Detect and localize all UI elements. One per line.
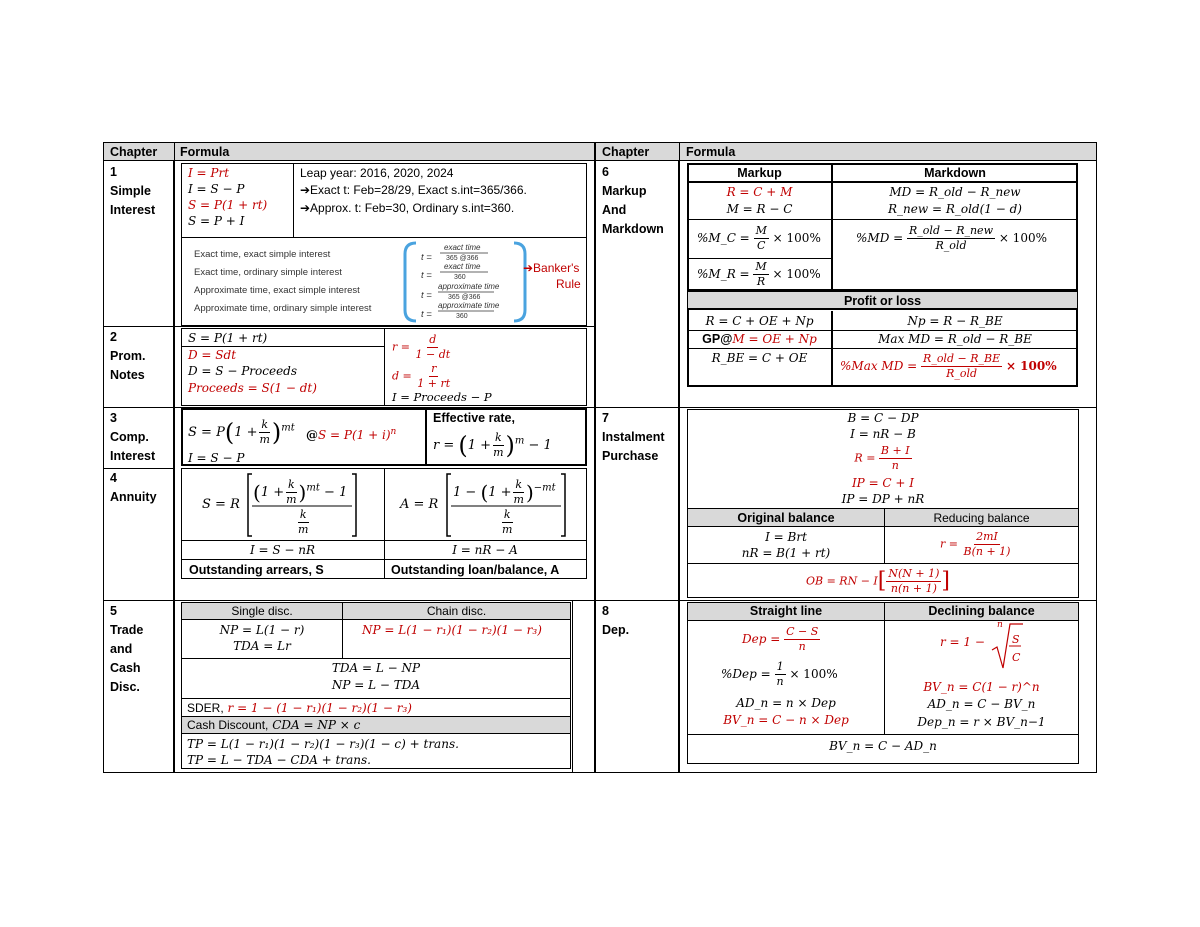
annuity-s-one: 1 + [260,485,285,500]
annuity-i-s: I = S − nR [249,543,316,557]
annuity-a-head: 1 − [453,485,477,500]
right-bracket [514,243,525,321]
notes-f2: D = Sdt [188,348,237,362]
prom-hsplit [181,346,384,347]
bankers-label: ➔Banker's [523,261,580,275]
comp-alt-exp: n [390,427,397,437]
notes-f3: D = S − Proceeds [188,364,298,378]
trade-np2: NP = L − TDA [331,678,421,692]
dep-pd-tail: × 100% [789,667,838,681]
t-den-3: 365 @366 [448,294,481,301]
header-formula-label-right: Formula [686,145,736,159]
comp-split [425,408,427,466]
profit-h2 [687,348,1078,349]
instal-r2 [940,530,1012,559]
grid-mid [594,142,596,773]
annuity-a-den-k: k [503,508,511,521]
trade-cash-formula: CDA = NP × c [272,718,361,732]
annuity-i-a: I = nR − A [452,543,518,557]
row-sep-1 [103,326,595,327]
markup-pmc-num: M [755,224,767,237]
dep-r-lhs: r = 1 − [940,635,985,649]
annuity-s-den-k: k [299,508,307,521]
grid-bottom [103,772,1097,773]
trade-np-chain: NP = L(1 − r₁)(1 − r₂)(1 − r₃) [362,623,542,637]
instal-r2-lhs: r = [940,537,958,551]
t-num-3: approximate time [438,282,500,291]
header-formula-label: Formula [180,145,230,159]
chain-disc-label: Chain disc. [426,604,487,618]
comp-eff-label: Effective rate, [433,411,515,425]
annuity-s-k: k [287,478,295,491]
chapter-5: 5 Trade and Cash Disc. [110,604,144,694]
dep-bvfinal: BV_n = C − AD_n [829,739,937,753]
instal-ob-num: N(N + 1) [888,567,940,580]
instal-i: I = nR − B [850,427,916,441]
comp-alt-formula: S = P(1 + i) [318,428,391,442]
simple-f3: S = P(1 + rt) [188,198,268,212]
chapter-3: 3 Comp. Interest [110,411,156,463]
comp-s-eq: S = P(1 + $\frac{k}{m}$ )$^{mt}$ [188,418,295,447]
markdown-pmd [856,224,1047,253]
markdown-md: MD = R_old − R_new [889,185,1021,199]
bankers-rule: Rule [556,277,581,291]
markup-pmr-den: R [756,275,766,288]
markup-pmc-den: C [757,239,766,252]
dep-root-sign [990,620,1024,672]
header-chapter-label-right: Chapter [602,145,650,159]
notes-d-den: 1 + rt [417,377,451,390]
header-formula-left [174,142,595,161]
trade-tp2: TP = L − TDA − CDA + trans. [187,753,371,767]
markup-head: Markup [737,166,782,180]
comp-at: @ [306,428,318,442]
row-sep-r1 [595,407,1097,408]
markdown-pmd-tail: × 100% [998,231,1047,245]
notes-r-eq [392,333,452,362]
notes-d-eq [392,362,452,391]
trade-cash-label: Cash Discount, [187,718,269,732]
dep-num: C − S [786,625,819,638]
t-num-1: exact time [444,243,481,252]
declining-label: Declining balance [928,604,1035,618]
annuity-a-one: 1 + [488,485,512,500]
instal-ob-den: n(n + 1) [890,582,937,595]
instal-ob: OB = RN − I[ $\frac{N(N + 1)}{n(n + 1)}$ ] [806,567,951,595]
dep-h [687,734,1079,735]
annuity-a-k: k [515,478,523,491]
chapter-2: 2 Prom. Notes [110,330,146,382]
instal-r-num: B + I [880,444,910,457]
annuity-s-lhs: S = R [202,497,240,512]
approx-time-note: ➔Approx. t: Feb=30, Ordinary s.int=360. [300,201,515,215]
annuity-s-exp: mt [306,482,320,494]
annuity-s-den-m: m [298,523,309,536]
comp-s-lhs: S = P [188,425,225,440]
dep-den: n [798,640,806,653]
trade-np1: NP = L(1 − r) [219,623,305,637]
markup-pmc-tail: × 100% [772,231,821,245]
trade-sder-label: SDER, [187,701,224,715]
annuity-a-top: 1 − (1 + $\frac{k}{m}$ )$^{-mt}$ [453,478,556,506]
grid-left [103,142,104,773]
profit-pmax-lhs: %Max MD = [840,359,918,373]
dep-r [940,636,985,648]
dep-lhs: Dep = [742,632,781,646]
annuity-a-den [500,508,514,537]
instal-ip2: IP = DP + nR [841,492,925,506]
prom-split [384,328,385,406]
instal-r-den: n [891,459,899,472]
trade-tda2: TDA = L − NP [331,661,421,675]
dep-r-den: C [1012,651,1021,664]
notes-d-num: r [431,362,437,375]
markup-pmr [697,260,821,289]
markup-pmc [697,224,821,253]
profit-h1 [687,330,1078,331]
comp-r-eq: r = (1 + $\frac{k}{m}$ )$^m$ − 1 [433,431,552,460]
annuity-split [384,468,385,579]
markup-m: M = R − C [726,202,793,216]
annuity-s-den [296,508,310,537]
annuity-out-a: Outstanding loan/balance, A [391,563,560,577]
grid-inner-5 [572,600,573,772]
comp-r-k: k [494,431,502,444]
markdown-pmd-lhs: %MD = [856,231,904,245]
chapter-1: 1 Simple Interest [110,165,156,217]
time-row-3: Approximate time, exact simple interest [194,285,360,296]
markdown-rnew: R_new = R_old(1 − d) [888,202,1022,216]
t-den-2: 360 [454,274,466,281]
t-lbl-3: t = [421,290,432,301]
comp-i: I = S − P [188,451,245,465]
instal-brt: I = Brt [765,530,807,544]
simple-split [293,163,294,237]
instal-r2-num: 2mI [976,530,998,543]
chapter-6: 6 Markup And Markdown [602,165,664,236]
annuity-s-top: (1 + $\frac{k}{m}$ )$^{mt}$ − 1 [253,478,348,506]
markup-h3 [687,258,832,259]
profit-maxmd: Max MD = R_old − R_BE [878,332,1032,346]
annuity-a-lhs: A = R [400,497,439,512]
time-row-4: Approximate time, ordinary simple interest [194,303,372,314]
trade-sder-formula: r = 1 − (1 − r₁)(1 − r₂)(1 − r₃) [227,701,412,715]
annuity-right [586,468,587,579]
profit-gp-formula: M = OE + Np [732,332,817,346]
trade-sder [187,702,412,714]
profit-pmax-tail: × 100% [1005,359,1057,373]
instal-nr: nR = B(1 + rt) [741,546,831,560]
dep-eq [742,625,820,654]
instal-ob-lhs: OB = RN − I [806,574,878,588]
comp-r-m: m [493,446,504,459]
instal-r-lhs: R = [854,451,876,465]
trade-tda1: TDA = Lr [233,639,291,653]
profit-np: Np = R − R_BE [907,314,1003,328]
grid-left-col [173,142,175,773]
exact-time-note: ➔Exact t: Feb=28/29, Exact s.int=365/366. [300,183,527,197]
comp-alt [306,428,396,441]
grid-right [1096,142,1097,773]
reduc-balance-label: Reducing balance [933,511,1030,525]
trade-cash [187,719,360,731]
grid-right-col [678,142,680,773]
profit-gp [687,333,832,346]
comp-s-exp: mt [281,422,295,434]
markup-pmr-num: M [755,260,767,273]
dep-adn: AD_n = n × Dep [736,696,836,710]
t-num-4: approximate time [438,301,500,310]
time-row-1: Exact time, exact simple interest [194,249,331,260]
annuity-s-tail: − 1 [324,485,348,500]
notes-i: I = Proceeds − P [392,390,492,404]
profit-rbe: R_BE = C + OE [711,351,808,365]
markdown-head: Markdown [924,166,986,180]
markup-pmr-tail: × 100% [772,267,821,281]
row-sep-4 [103,600,595,601]
markup-pmr-lhs: %M_R = [697,267,750,281]
straight-label: Straight line [749,604,823,618]
comp-s-one: 1 + [234,425,258,440]
notes-r-num: d [429,333,437,346]
instal-b: B = C − DP [847,411,919,425]
notes-f1: S = P(1 + rt) [188,331,268,345]
trade-tp1: TP = L(1 − r₁)(1 − r₂)(1 − r₃)(1 − c) + trans. [187,737,459,751]
annuity-a-exp: −mt [533,482,556,494]
orig-balance-label: Original balance [737,511,835,525]
dep-r-num: S [1012,633,1020,646]
simple-f4: S = P + I [188,214,245,228]
markup-r: R = C + M [726,185,793,199]
markdown-pmd-num: R_old − R_new [909,224,993,237]
comp-r-tail: − 1 [528,438,552,453]
header-formula-right [679,142,1097,161]
annuity-h1 [181,540,587,541]
simple-f1: I = Prt [188,166,230,180]
dep-pd-num: 1 [776,660,784,673]
notes-r-lhs: r = [392,340,410,354]
profit-gp-label: GP@ [702,332,733,346]
comp-s-k: k [261,418,269,431]
notes-f4: Proceeds = S(1 − dt) [188,381,317,395]
dep-r-root: n [997,620,1003,630]
markdown-pmd-den: R_old [935,239,967,252]
annuity-h2 [181,559,587,560]
header-chapter-label: Chapter [110,145,158,159]
profit-pmax-den: R_old [946,367,978,380]
markup-h2 [687,219,1078,220]
markup-pmc-lhs: %M_C = [697,231,750,245]
profit-pmax-num: R_old − R_BE [923,352,1001,365]
instal-r2-den: B(n + 1) [963,545,1011,558]
annuity-s-m: m [286,493,297,506]
profit-r2: R = C + OE + Np [705,314,814,328]
dep-pd-den: n [776,675,784,688]
comp-s-m: m [259,433,270,446]
trade-h1 [181,658,571,659]
instal-ip: IP = C + I [851,476,915,490]
chapter-8: 8 Dep. [602,604,630,637]
t-lbl-4: t = [421,309,432,320]
annuity-out-s: Outstanding arrears, S [189,563,324,577]
dep-ad2: AD_n = C − BV_n [927,697,1036,711]
leap-year: Leap year: 2016, 2020, 2024 [300,166,454,180]
profit-pmax [840,352,1057,381]
markup-h1 [687,181,1078,183]
notes-r-den: 1 − dt [415,348,451,361]
dep-pd-lhs: %Dep = [721,667,771,681]
dep-bv2: BV_n = C(1 − r)^n [923,680,1040,694]
trade-h2 [181,698,571,699]
left-bracket [405,243,416,321]
annuity-a-den-m: m [502,523,513,536]
dep-pd [721,660,838,689]
single-disc-label: Single disc. [231,604,293,618]
simple-f2: I = S − P [188,182,245,196]
t-lbl-1: t = [421,252,432,263]
t-num-2: exact time [444,262,481,271]
t-den-1: 365 @366 [446,255,479,262]
chapter-4: 4 Annuity [110,471,157,504]
comp-r-one: 1 + [467,438,492,453]
comp-r-exp: m [514,435,525,447]
instal-r [687,444,1079,473]
time-row-2: Exact time, ordinary simple interest [194,267,342,278]
annuity-a-m: m [513,493,524,506]
row-sep-r2 [595,600,1097,601]
comp-r-lhs: r = [433,438,455,453]
dep-depn: Dep_n = r × BV_n−1 [917,715,1046,729]
notes-d-lhs: d = [392,369,412,383]
t-lbl-2: t = [421,270,432,281]
t-den-4: 360 [456,313,468,320]
chapter-7: 7 Instalment Purchase [602,411,665,463]
instal-h [687,563,1079,564]
dep-bvn: BV_n = C − n × Dep [723,713,849,727]
simple-hsplit [181,237,587,238]
profit-label: Profit or loss [843,294,922,308]
